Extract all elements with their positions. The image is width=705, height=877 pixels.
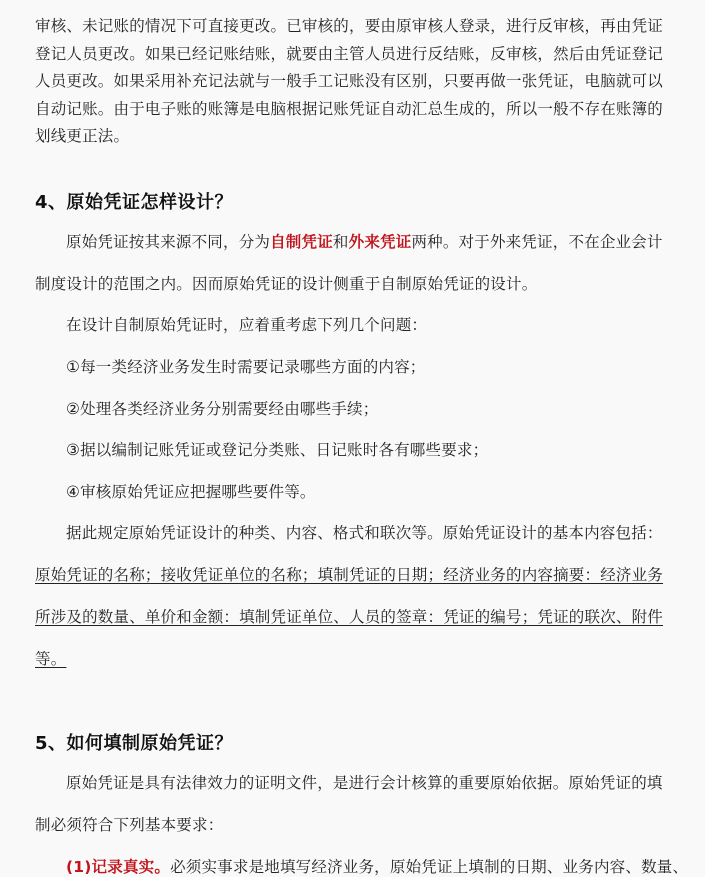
section-4-heading: 4、原始凭证怎样设计？: [35, 192, 234, 213]
underlined-line: 原始凭证的名称；接收凭证单位的名称；填制凭证的日期；经济业务的内容摘要：经济业务: [35, 566, 664, 584]
list-item: ④审核原始凭证应把握哪些要件等。: [66, 483, 316, 501]
text: 两种。对于外来凭证，不在企业会计: [411, 233, 663, 251]
section-5-para1-line1: 原始凭证是具有法律效力的证明文件，是进行会计核算的重要原始依据。原始凭证的填: [66, 774, 663, 792]
list-item: ①每一类经济业务发生时需要记录哪些方面的内容；: [66, 358, 426, 376]
text-line: 登记人员更改。如果已经记账结账，就要由主管人员进行反结账，反审核，然后由凭证登记: [35, 44, 664, 63]
term-external-voucher: 外来凭证: [348, 233, 412, 251]
requirement-1-text: 必须实事求是地填写经济业务，原始凭证上填制的日期、业务内容、数量、: [170, 858, 689, 876]
section-5-heading: 5、如何填制原始凭证？: [35, 733, 234, 754]
underlined-line: 所涉及的数量、单价和金额：填制凭证单位、人员的签章：凭证的编号；凭证的联次、附件: [35, 608, 664, 626]
text-line: 审核、未记账的情况下可直接更改。已审核的，要由原审核人登录，进行反审核，再由凭证: [35, 17, 664, 35]
requirement-1-label: (1)记录真实。: [66, 858, 171, 876]
section-4-para2: 在设计自制原始凭证时，应着重考虑下列几个问题：: [66, 316, 428, 334]
underlined-line: 等。: [35, 650, 67, 668]
requirement-1: [35, 855, 689, 877]
list-item: ②处理各类经济业务分别需要经由哪些手续；: [66, 400, 379, 418]
text: 和: [332, 233, 349, 251]
list-item: ③据以编制记账凭证或登记分类账、日记账时各有哪些要求；: [66, 441, 489, 459]
section-4-para3: 据此规定原始凭证设计的种类、内容、格式和联次等。原始凭证设计的基本内容包括：: [66, 524, 663, 542]
text-line: 划线更正法。: [35, 127, 130, 145]
text: 原始凭证按其来源不同，分为: [66, 233, 271, 251]
section-4-para1-line1: [35, 230, 677, 252]
text-line: 人员更改。如果采用补充记法就与一般手工记账没有区别，只要再做一张凭证，电脑就可以: [35, 72, 664, 90]
text-line: 自动记账。由于电子账的账簿是电脑根据记账凭证自动汇总生成的，所以一般不存在账簿的: [35, 99, 664, 118]
section-4-para1-line2: 制度设计的范围之内。因而原始凭证的设计侧重于自制原始凭证的设计。: [35, 275, 538, 293]
term-self-made-voucher: 自制凭证: [270, 233, 333, 251]
intro-paragraph: [35, 0, 675, 151]
section-5-para1-line2: 制必须符合下列基本要求：: [35, 816, 224, 834]
